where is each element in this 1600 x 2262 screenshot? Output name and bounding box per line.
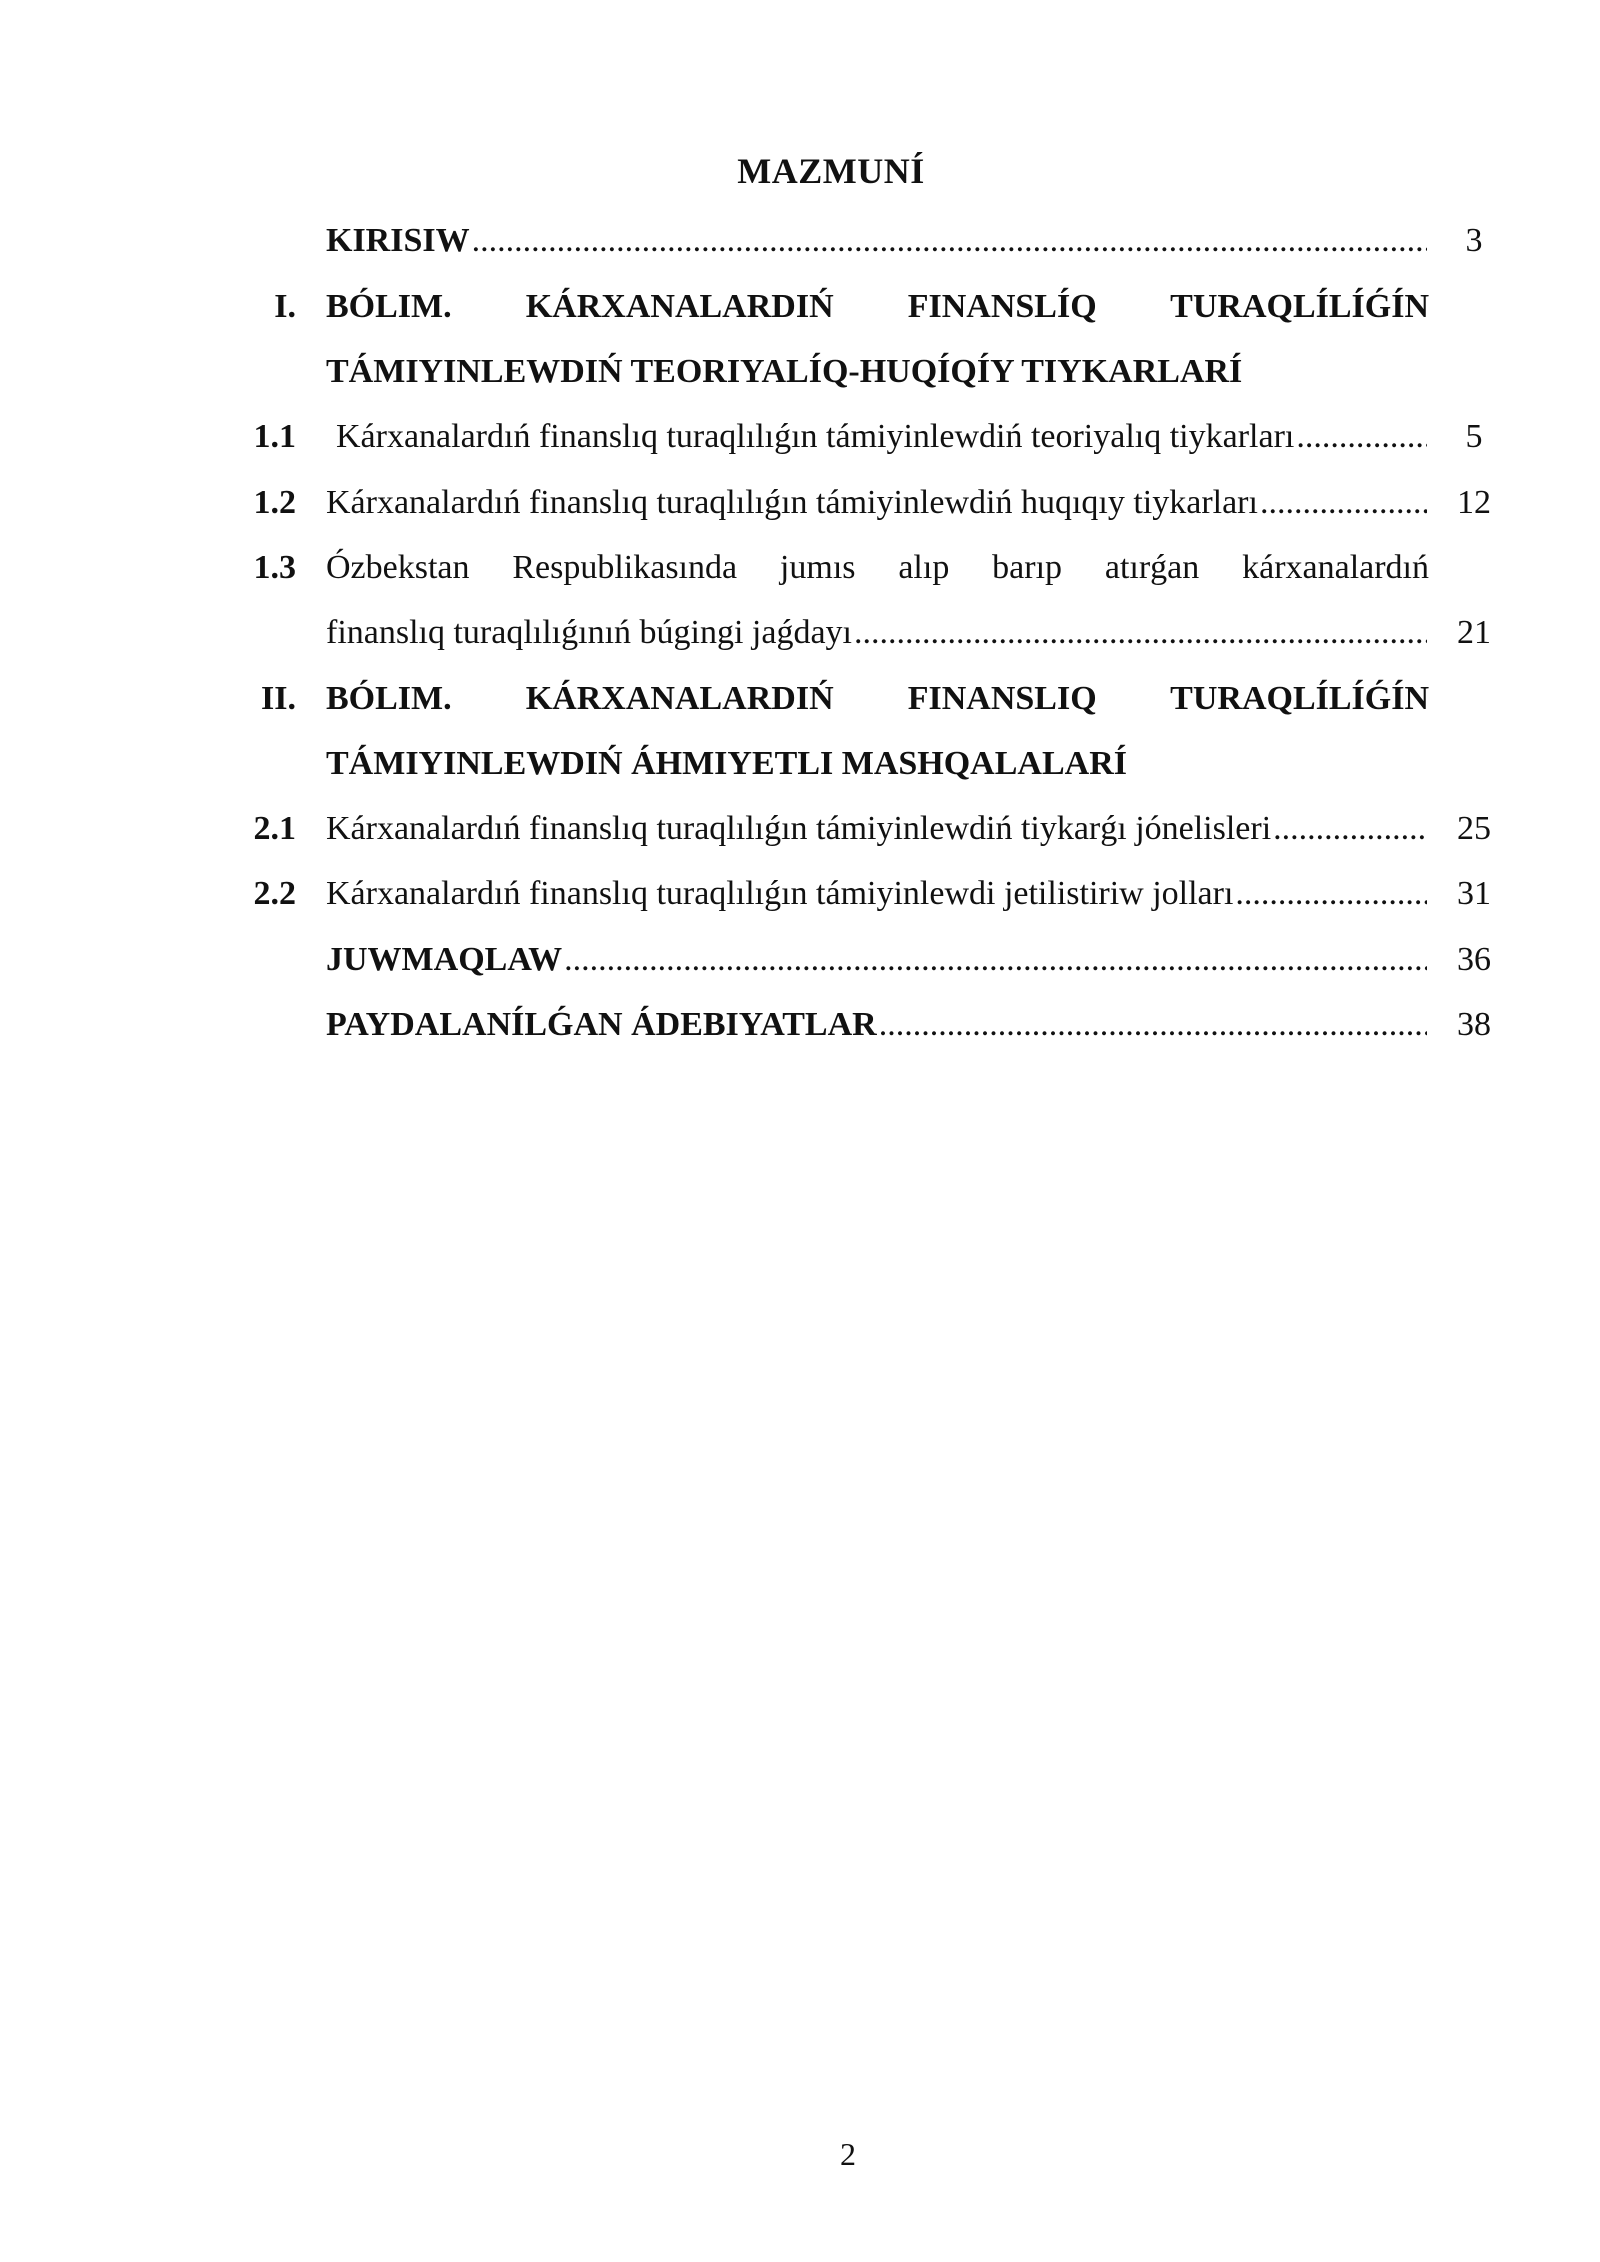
toc-part-title-line2: TÁMIYINLEWDIŃ ÁHMIYETLI MASHQALALARÍ (326, 745, 1127, 782)
dot-leader (1235, 869, 1427, 919)
toc-title: MAZMUNÍ (737, 151, 925, 191)
toc-section-number: 1.1 (253, 418, 296, 455)
dot-leader (472, 216, 1427, 266)
toc-section-number: 1.3 (253, 549, 296, 586)
dot-leader (1273, 804, 1427, 854)
toc-entry-label: JUWMAQLAW (326, 941, 563, 978)
toc-entry-1-3[interactable] (0, 543, 1600, 593)
toc-entry-label: Kárxanalardıń finanslıq turaqlılıǵın támiyinlewdiń huqıqıy tiykarları (326, 484, 1258, 521)
toc-entry-kirisiw[interactable] (0, 216, 1600, 266)
toc-page-number: 31 (1457, 875, 1491, 912)
dot-leader (1296, 412, 1427, 462)
toc-part-2-heading[interactable] (0, 674, 1600, 724)
toc-part-number: II. (261, 680, 296, 717)
toc-entry-juwmaqlaw[interactable] (0, 935, 1600, 985)
dot-leader (1260, 478, 1427, 528)
toc-page-number: 12 (1457, 484, 1491, 521)
toc-entry-label: Kárxanalardıń finanslıq turaqlılıǵın támiyinlewdiń tiykarǵı jónelisleri (326, 810, 1272, 847)
toc-entry-label: PAYDALANÍLǴAN ÁDEBIYATLAR (326, 1006, 877, 1043)
toc-part-title-line1: BÓLIM. KÁRXANALARDIŃ FINANSLIQ TURAQLÍLÍǴÍN (326, 680, 1429, 717)
toc-entry-1-2[interactable] (0, 478, 1600, 528)
toc-part-number: I. (274, 288, 296, 325)
toc-part-1-heading[interactable] (0, 282, 1600, 332)
toc-entry-2-2[interactable] (0, 869, 1600, 919)
toc-page-number: 36 (1457, 941, 1491, 978)
toc-section-number: 2.1 (253, 810, 296, 847)
toc-entry-1-1[interactable] (0, 412, 1600, 462)
toc-page-number: 21 (1457, 614, 1491, 651)
toc-part-1-heading-cont (0, 347, 1600, 397)
dot-leader (879, 1000, 1427, 1050)
toc-entry-label: Kárxanalardıń finanslıq turaqlılıǵın támiyinlewdiń teoriyalıq tiykarları (336, 418, 1295, 455)
toc-entry-1-3-cont[interactable] (0, 608, 1600, 658)
toc-page-number: 5 (1465, 418, 1483, 455)
dot-leader (854, 608, 1427, 658)
toc-page-number: 3 (1465, 222, 1483, 259)
toc-entry-label: Kárxanalardıń finanslıq turaqlılıǵın támiyinlewdi jetilistiriw jolları (326, 875, 1234, 912)
toc-part-2-heading-cont (0, 739, 1600, 789)
toc-section-number: 1.2 (253, 484, 296, 521)
toc-page-number: 25 (1457, 810, 1491, 847)
toc-entry-label-line2: finanslıq turaqlılıǵınıń búgingi jaǵdayı (326, 614, 852, 651)
page-number-footer: 2 (840, 2136, 856, 2172)
toc-entry-label-line1: Ózbekstan Respublikasında jumıs alıp barıp atırǵan kárxanalardıń (326, 549, 1429, 586)
toc-entry-references[interactable] (0, 1000, 1600, 1050)
toc-section-number: 2.2 (253, 875, 296, 912)
toc-part-title-line1: BÓLIM. KÁRXANALARDIŃ FINANSLÍQ TURAQLÍLÍǴÍN (326, 288, 1429, 325)
dot-leader (564, 935, 1427, 985)
toc-entry-2-1[interactable] (0, 804, 1600, 854)
toc-part-title-line2: TÁMIYINLEWDIŃ TEORIYALÍQ-HUQÍQÍY TIYKARLARÍ (326, 353, 1243, 390)
toc-page-number: 38 (1457, 1006, 1491, 1043)
toc-entry-label: KIRISIW (326, 222, 470, 259)
